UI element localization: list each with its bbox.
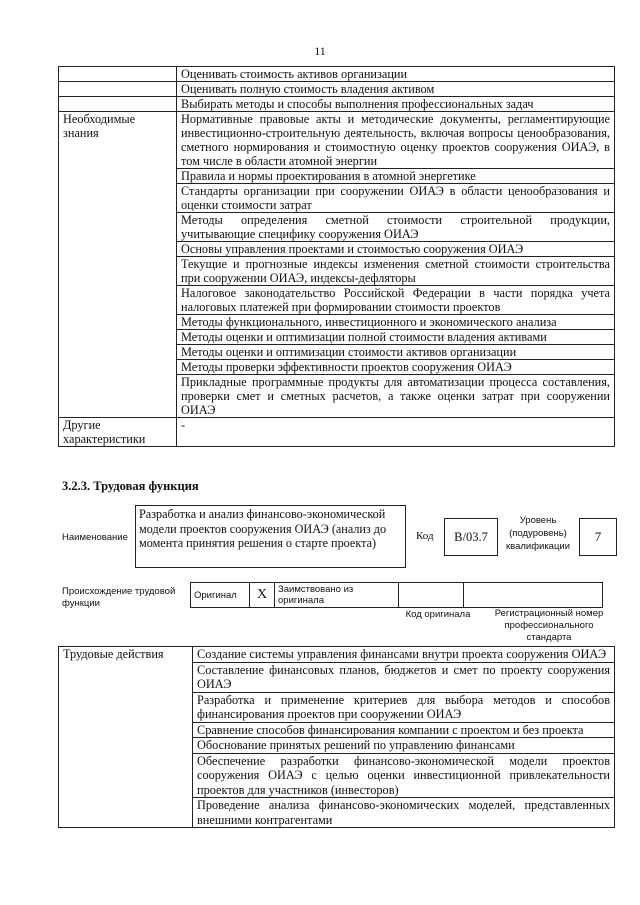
labor-actions-table [58,646,615,828]
knowledge-row: Методы определения сметной стоимости строительной продукции, учитывающие специфику сооружения ОИАЭ [177,213,615,242]
knowledge-row: Текущие и прогнозные индексы изменения сметной стоимости строительства при сооружении ОИАЭ, индексы-дефляторы [177,257,615,286]
labor-row: Обеспечение разработки финансово-экономической модели проектов сооружения ОИАЭ с целью оценки инвестиционной привлекательности проектов для участников (инвесторов) [193,753,615,798]
origin-label: Происхождение трудовой функции [62,586,176,609]
knowledge-row: Прикладные программные продукты для автоматизации процесса составления, проверки смет и сметных расчетов, а также оценки затрат при сооружении ОИАЭ [177,375,615,418]
knowledge-row: Нормативные правовые акты и методические документы, регламентирующие инвестиционно-строительную деятельность, включая вопросы ценообразования, сметного нормирования и стоимостную оценку проектов сооружения ОИАЭ, в том числе в области атомной энергии [177,112,615,169]
borrowed-label: Заимствовано из оригинала [275,583,399,608]
knowledge-row: Методы функционального, инвестиционного и экономического анализа [177,315,615,330]
function-code: В/03.7 [444,518,498,556]
skill-row: Оценивать полную стоимость владения активом [177,82,615,97]
knowledge-row: Стандарты организации при сооружении ОИАЭ в области ценообразования и оценки стоимости затрат [177,184,615,213]
labor-row: Разработка и применение критериев для выбора методов и способов финансирования проектов при сооружении ОИАЭ [193,692,615,722]
knowledge-table [58,66,615,447]
labor-label: Трудовые действия [59,647,193,828]
labor-row: Создание системы управления финансами внутри проекта сооружения ОИАЭ [193,647,615,663]
other-value: - [177,418,615,447]
labor-row: Сравнение способов финансирования компании с проектом и без проекта [193,722,615,738]
skill-row: Выбирать методы и способы выполнения профессиональных задач [177,97,615,112]
knowledge-row: Методы оценки и оптимизации стоимости активов организации [177,345,615,360]
knowledge-row: Налоговое законодательство Российской Федерации в части порядка учета налоговых платежей при формировании стоимости проектов [177,286,615,315]
name-label: Наименование [62,532,128,543]
reg-number-label: Регистрационный номер профессионального стандарта [494,608,604,643]
origin-table [190,582,603,608]
other-label: Другие характеристики [59,418,177,447]
knowledge-label: Необходимые знания [59,112,177,418]
labor-row: Составление финансовых планов, бюджетов и смет по проекту сооружения ОИАЭ [193,662,615,692]
skill-row: Оценивать стоимость активов организации [177,67,615,82]
knowledge-row: Правила и нормы проектирования в атомной энергетике [177,169,615,184]
original-label: Оригинал [191,583,250,608]
function-name: Разработка и анализ финансово-экономической модели проектов сооружения ОИАЭ (анализ до момента принятия решения о старте проекта) [135,505,406,568]
level-label: Уровень (подуровень) квалификации [505,515,571,552]
section-title: 3.2.3. Трудовая функция [62,479,199,493]
knowledge-row: Основы управления проектами и стоимостью сооружения ОИАЭ [177,242,615,257]
labor-row: Проведение анализа финансово-экономических моделей, представленных внешними контрагентами [193,798,615,828]
code-label: Код [416,530,434,542]
knowledge-row: Методы оценки и оптимизации полной стоимости владения активами [177,330,615,345]
code-original-label: Код оригинала [405,609,471,620]
knowledge-row: Методы проверки эффективности проектов сооружения ОИАЭ [177,360,615,375]
original-mark: X [250,583,275,608]
function-level: 7 [579,518,617,556]
labor-row: Обоснование принятых решений по управлению финансами [193,738,615,754]
page-number: 11 [314,44,326,58]
